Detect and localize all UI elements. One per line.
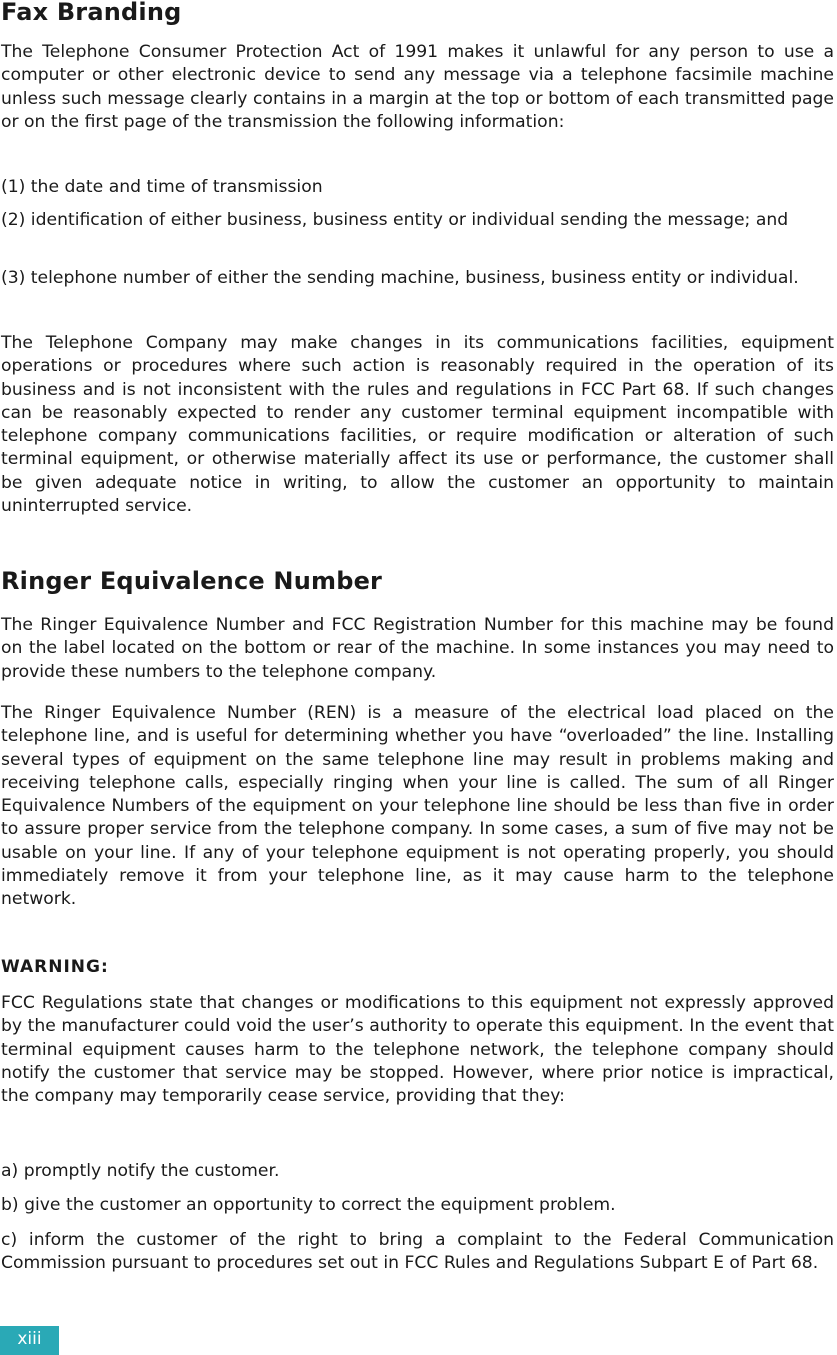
fax-branding-intro-paragraph: The Telephone Consumer Protection Act of 1991 makes it unlawful for any person to use a computer or other electronic device to send any message via a telephone facsimile machine unless such message clearly contains in a margin at the top or bottom of each transmitted page or on the first page of the transmission the following information: (1, 42, 834, 132)
warning-item-c: c) inform the customer of the right to bring a complaint to the Federal Communication Commission pursuant to procedures set out in FCC Rules and Regulations Subpart E of Part 68. (1, 1230, 834, 1274)
telephone-company-changes-paragraph: The Telephone Company may make changes in its communications facilities, equipment operations or procedures where such action is reasonably required in the operation of its business and is not inconsistent with the rules and regulations in FCC Part 68. If such changes can be reasonably expected to render any customer terminal equipment incompatible with telephone company communications facilities, or require modification or alteration of such terminal equipment, or otherwise materially affect its use or performance, the customer shall be given adequate notice in writing, to allow the customer an opportunity to maintain uninterrupted service. (1, 333, 834, 517)
warning-item-a: a) promptly notify the customer. (1, 1161, 280, 1181)
page-number-badge: xiii (0, 1326, 59, 1355)
fax-branding-item-1: (1) the date and time of transmission (1, 177, 323, 197)
warning-paragraph: FCC Regulations state that changes or modifications to this equipment not expressly approved by the manufacturer could void the user’s authority to operate this equipment. In the event that terminal equipment causes harm to the telephone network, the telephone company should notify the customer that service may be stopped. However, where prior notice is impractical, the company may temporarily cease service, providing that they: (1, 993, 834, 1107)
ringer-intro-paragraph: The Ringer Equivalence Number and FCC Registration Number for this machine may be found on the label located on the bottom or rear of the machine. In some instances you may need to provide these numbers to the telephone company. (1, 615, 834, 682)
fax-branding-item-2: (2) identification of either business, business entity or individual sending the message; and (1, 210, 789, 230)
warning-heading: WARNING: (1, 957, 109, 977)
ringer-equivalence-heading: Ringer Equivalence Number (1, 567, 383, 595)
fax-branding-item-3: (3) telephone number of either the sending machine, business, business entity or individual. (1, 268, 799, 288)
warning-item-b: b) give the customer an opportunity to correct the equipment problem. (1, 1195, 616, 1215)
fax-branding-heading: Fax Branding (1, 0, 182, 26)
ren-explanation-paragraph: The Ringer Equivalence Number (REN) is a measure of the electrical load placed on the telephone line, and is useful for determining whether you have “overloaded” the line. Installing several types of equipment on the same telephone line may result in problems making and receiving telephone calls, especially ringing when your line is called. The sum of all Ringer Equivalence Numbers of the equipment on your telephone line should be less than five in order to assure proper service from the telephone company. In some cases, a sum of five may not be usable on your line. If any of your telephone equipment is not operating properly, you should immediately remove it from your telephone line, as it may cause harm to the telephone network. (1, 703, 834, 910)
